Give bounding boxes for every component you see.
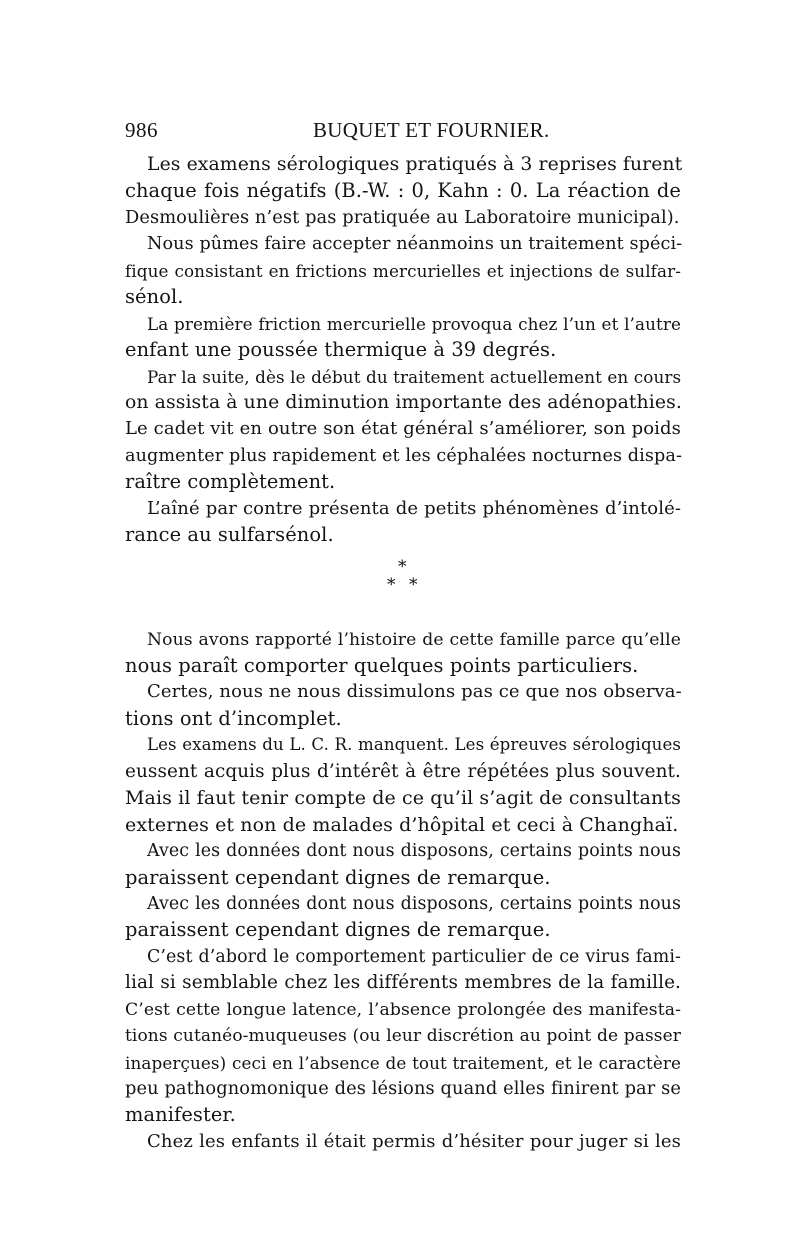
text-line: sénol. (125, 285, 184, 309)
text-line: nous paraît comporter quelques points particuliers. (125, 654, 639, 677)
page-header (125, 118, 681, 152)
text-line: C’est d’abord le comportement particulier de ce virus fami- (147, 946, 681, 967)
text-line: paraissent cependant dignes de remarque. (125, 918, 551, 942)
text-line: C’est cette longue latence, l’absence prolongée des manifesta- (125, 999, 681, 1020)
text-line: Mais il faut tenir compte de ce qu’il s’agit de consultants (125, 787, 681, 810)
text-line: chaque fois négatifs (B.-W. : 0, Kahn : 0. La réaction de (125, 179, 681, 203)
text-line: Le cadet vit en outre son état général s’améliorer, son poids (125, 418, 681, 440)
text-line: lial si semblable chez les différents membres de la famille. (125, 972, 681, 994)
running-head: BUQUET ET FOURNIER. (313, 118, 550, 142)
asterisk: * (398, 556, 407, 577)
text-line: peu pathognomonique des lésions quand elles finirent par se (125, 1078, 681, 1099)
text-block-discussion (125, 627, 681, 1156)
text-line: L’aîné par contre présenta de petits phénomènes d’intolé- (147, 497, 681, 519)
text-line: Certes, nous ne nous dissimulons pas ce que nos observa- (147, 681, 682, 703)
text-line: enfant une poussée thermique à 39 degrés. (125, 338, 557, 362)
text-line: Desmoulières n’est pas pratiquée au Laboratoire municipal). (125, 206, 680, 228)
text-line: La première friction mercurielle provoqua chez l’un et l’autre (147, 313, 681, 334)
text-line: augmenter plus rapidement et les céphalées nocturnes dispa- (125, 445, 683, 466)
text-line: Nous pûmes faire accepter néanmoins un traitement spéci- (147, 234, 683, 255)
text-line: rance au sulfarsénol. (125, 523, 334, 547)
asterisk: * (409, 574, 418, 595)
text-block-case-report (125, 152, 681, 549)
text-line: Par la suite, dès le début du traitement actuellement en cours (147, 366, 682, 387)
text-line: manifester. (125, 1103, 236, 1127)
section-break-asterisks (125, 549, 681, 627)
text-line: Les examens du L. C. R. manquent. Les épreuves sérologiques (147, 735, 681, 755)
text-line: fique consistant en frictions mercurielles et injections de sulfar- (125, 260, 681, 281)
text-line: eussent acquis plus d’intérêt à être répétées plus souvent. (125, 760, 681, 782)
text-line: Les examens sérologiques pratiqués à 3 reprises furent (147, 154, 683, 175)
text-line: Avec les données dont nous disposons, certains points nous (147, 841, 681, 862)
text-line: inaperçues) ceci en l’absence de tout traitement, et le caractère (125, 1052, 681, 1073)
text-line: tions cutanéo-muqueuses (ou leur discrétion au point de passer (125, 1026, 681, 1047)
text-line: Nous avons rapporté l’histoire de cette famille parce qu’elle (147, 629, 681, 650)
page-number: 986 (125, 118, 158, 142)
text-line: externes et non de malades d’hôpital et ceci à Changhaï. (125, 813, 679, 836)
text-line: Avec les données dont nous disposons, certains points nous (147, 893, 681, 914)
text-line: tions ont d’incomplet. (125, 706, 342, 730)
text-line: paraissent cependant dignes de remarque. (125, 865, 551, 889)
text-line: on assista à une diminution importante des adénopathies. (125, 391, 682, 413)
text-line: raître complètement. (125, 470, 336, 494)
text-line: Chez les enfants il était permis d’hésiter pour juger si les (147, 1130, 681, 1152)
asterisk: * (387, 574, 396, 595)
book-page (125, 118, 681, 1155)
